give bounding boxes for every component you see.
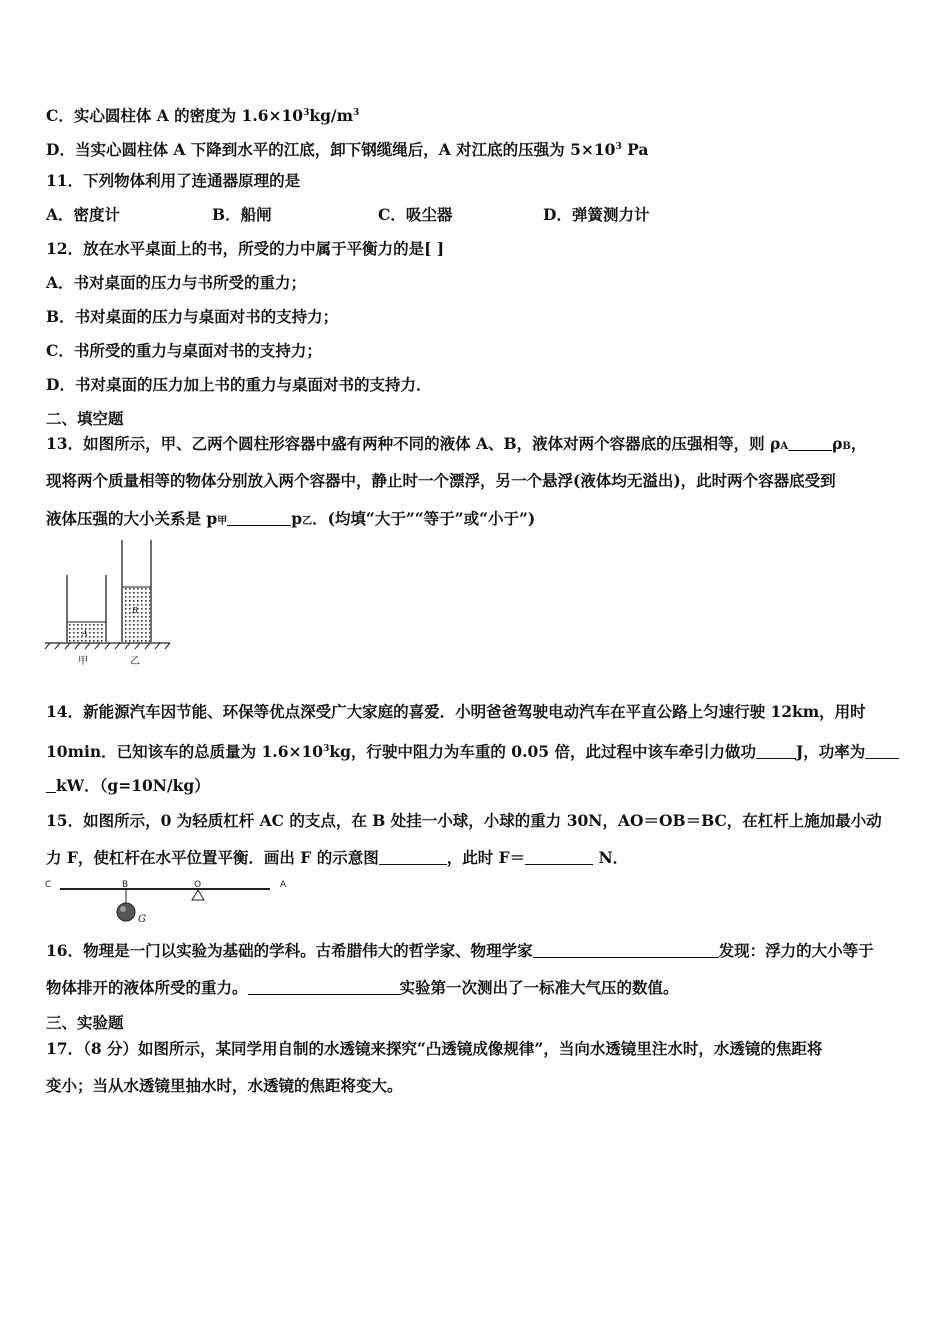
section-experiment: 三、实验题 (46, 1013, 124, 1032)
q15-line-2: 力 F，使杠杆在水平位置平衡．画出 F 的示意图 ，此时 F＝ N． (46, 848, 629, 867)
q13-line-3: 液体压强的大小关系是 p甲 p乙．(均填“大于”“等于”或“小于”) (46, 509, 536, 528)
q16-blank-scientist[interactable] (533, 943, 719, 958)
container-jia (67, 575, 106, 642)
q13-blank-1[interactable] (788, 436, 832, 451)
q16-blank-experiment[interactable] (248, 980, 400, 995)
q11-option-d: D．弹簧测力计 (543, 205, 650, 224)
q16-line-2: 物体排开的液体所受的重力。 实验第一次测出了一标准大气压的数值。 (46, 978, 679, 997)
q11-stem: 11．下列物体利用了连通器原理的是 (46, 171, 301, 190)
q11-option-c: C．吸尘器 (378, 205, 453, 224)
q10-option-c: C．实心圆柱体 A 的密度为 $1.6\times 10^3kg/m^3$ (46, 106, 360, 125)
q14-line-3: kW．（g=10N/kg） (46, 776, 210, 796)
ground-hatch (45, 643, 170, 649)
label-jia: 甲 (78, 656, 88, 667)
label-yi: 乙 (130, 656, 140, 667)
section-fill-blank: 二、填空题 (46, 409, 124, 428)
q14-blank-work[interactable] (756, 744, 796, 759)
q15-blank-force[interactable] (525, 850, 593, 865)
q11-option-a: A．密度计 (46, 205, 121, 224)
liquid-a-label: A (82, 629, 88, 638)
q12-option-c: C．书所受的重力与桌面对书的支持力； (46, 341, 322, 360)
q13-line-1: 13．如图所示，甲、乙两个圆柱形容器中盛有两种不同的液体 A、B，液体对两个容器底的压强相等，则 ρA ρB， (46, 434, 867, 453)
label-g: G (138, 914, 146, 925)
q14-line-1: 14．新能源汽车因节能、环保等优点深受广大家庭的喜爱．小明爸爸驾驶电动汽车在平直公路上匀速行驶 12km，用时 (46, 702, 866, 721)
container-yi (122, 540, 151, 642)
q13-containers-figure (40, 535, 180, 670)
liquid-b-label: B (132, 606, 138, 615)
q12-option-d: D．书对桌面的压力加上书的重力与桌面对书的支持力． (46, 375, 432, 394)
q13-line-2: 现将两个质量相等的物体分别放入两个容器中，静止时一个漂浮，另一个悬浮(液体均无溢出)，此时两个容器底受到 (46, 471, 836, 490)
q15-lever-figure (40, 874, 300, 930)
fulcrum-triangle (192, 890, 204, 900)
q12-stem: 12．放在水平桌面上的书，所受的力中属于平衡力的是[ ] (46, 239, 445, 258)
q17-line-1: 17．（8 分）如图所示，某同学用自制的水透镜来探究“凸透镜成像规律”，当向水透镜里注水时，水透镜的焦距将 (46, 1039, 823, 1058)
q12-option-a: A．书对桌面的压力与书所受的重力； (46, 273, 307, 292)
label-o: O (194, 880, 202, 890)
label-b: B (122, 880, 129, 890)
ball (117, 903, 135, 921)
q14-blank-power[interactable] (865, 744, 899, 759)
label-a: A (280, 880, 287, 890)
q10-option-d: D．当实心圆柱体 A 下降到水平的江底，卸下钢缆绳后，A 对江底的压强为 $5\times 10^3$ Pa (46, 140, 649, 159)
q14-line-2: 10min．已知该车的总质量为 $1.6\times 10^3kg$，行驶中阻力为车重的 0.05 倍，此过程中该车牵引力做功 J，功率为 (46, 739, 899, 762)
q14-blank-power-cont[interactable] (46, 778, 56, 793)
label-c: C (45, 880, 52, 890)
q12-option-b: B．书对桌面的压力与桌面对书的支持力； (46, 307, 339, 326)
q15-line-1: 15．如图所示，0 为轻质杠杆 AC 的支点，在 B 处挂一小球，小球的重力 30N，AO＝OB＝BC，在杠杆上施加最小动 (46, 811, 882, 830)
q11-option-b: B．船闸 (212, 205, 272, 224)
q16-line-1: 16．物理是一门以实验为基础的学科。古希腊伟大的哲学家、物理学家 发现：浮力的大小等于 (46, 941, 874, 960)
q17-line-2: 变小；当从水透镜里抽水时，水透镜的焦距将变大。 (46, 1076, 403, 1095)
q15-blank-diagram[interactable] (379, 850, 447, 865)
q13-blank-2[interactable] (227, 511, 291, 526)
